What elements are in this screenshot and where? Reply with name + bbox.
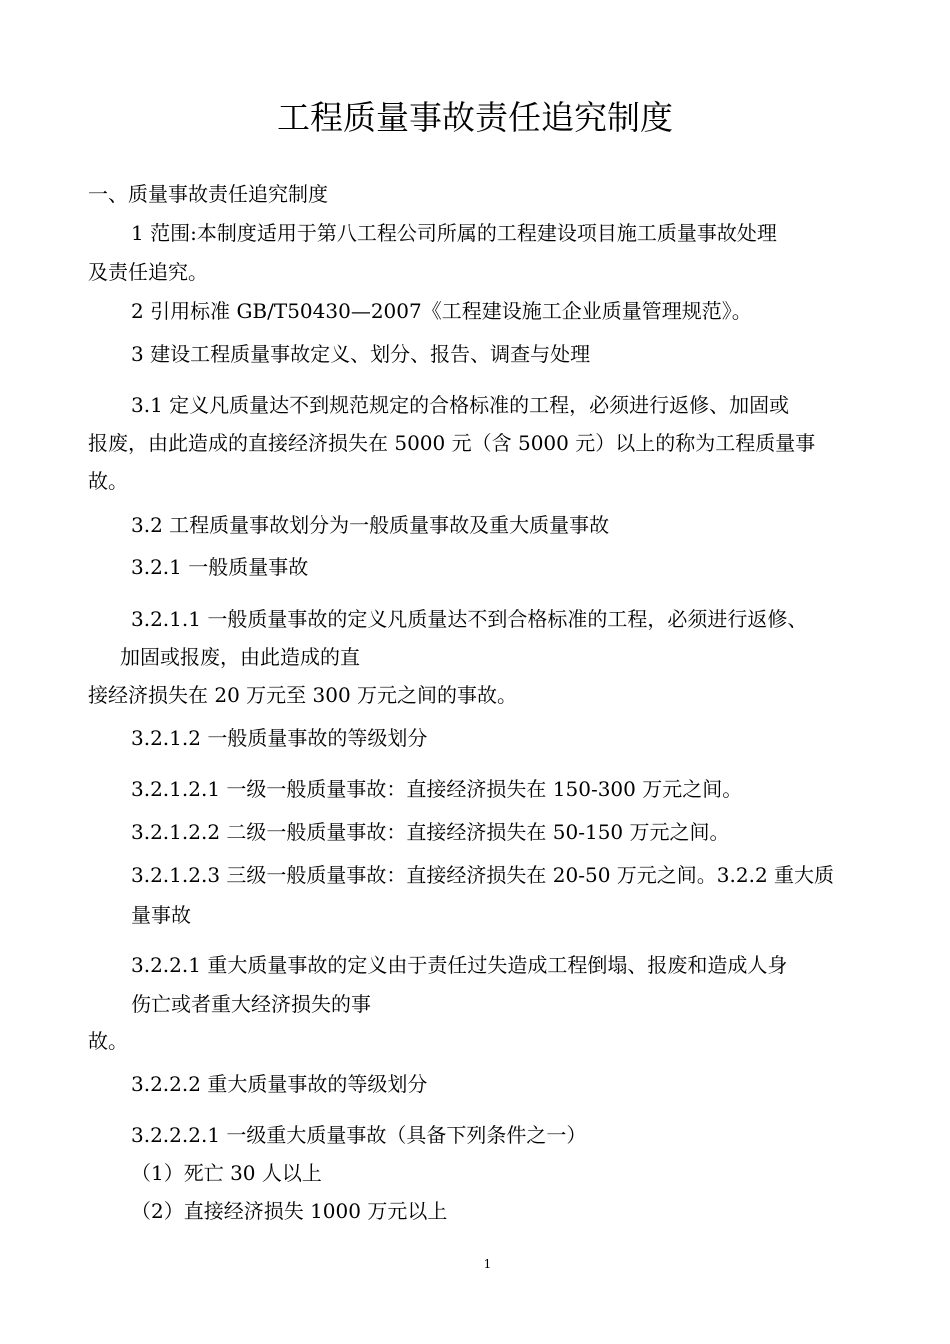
paragraph-line: 3.2.1.2 一般质量事故的等级划分 <box>131 726 428 750</box>
paragraph-line: 3.2.2.2.1 一级重大质量事故（具备下列条件之一） <box>131 1123 587 1147</box>
document-title: 工程质量事故责任追究制度 <box>277 98 673 137</box>
paragraph-line: 3.2.1.1 一般质量事故的定义凡质量达不到合格标准的工程，必须进行返修、 <box>131 607 808 631</box>
paragraph-line: 3.2.1.2.3 三级一般质量事故：直接经济损失在 20-50 万元之间。3.2.2 重大质 <box>131 863 835 887</box>
paragraph-line: 1 范围:本制度适用于第八工程公司所属的工程建设项目施工质量事故处理 <box>131 221 777 245</box>
page-number: 1 <box>483 1257 492 1271</box>
paragraph-line: 3.2.1.2.1 一级一般质量事故：直接经济损失在 150-300 万元之间。 <box>131 777 743 801</box>
paragraph-line: 3.2.2.1 重大质量事故的定义由于责任过失造成工程倒塌、报废和造成人身 <box>131 953 788 977</box>
paragraph-line: 故。 <box>88 1029 128 1053</box>
paragraph-line: 3.2 工程质量事故划分为一般质量事故及重大质量事故 <box>131 513 610 537</box>
paragraph-line: 报废，由此造成的直接经济损失在 5000 元（含 5000 元）以上的称为工程质量事 <box>88 431 816 455</box>
paragraph-line: 3.2.1 一般质量事故 <box>131 555 309 579</box>
paragraph-line: 加固或报废，由此造成的直 <box>120 645 360 669</box>
paragraph-line: 及责任追究。 <box>88 260 208 284</box>
paragraph-line: 3 建设工程质量事故定义、划分、报告、调查与处理 <box>131 342 591 366</box>
paragraph-line: 伤亡或者重大经济损失的事 <box>131 992 371 1016</box>
section-heading: 一、质量事故责任追究制度 <box>88 182 328 206</box>
paragraph-line: 量事故 <box>131 903 191 927</box>
list-item: （2）直接经济损失 1000 万元以上 <box>131 1199 448 1223</box>
list-item: （1）死亡 30 人以上 <box>131 1161 322 1185</box>
paragraph-line: 故。 <box>88 469 128 493</box>
paragraph-line: 接经济损失在 20 万元至 300 万元之间的事故。 <box>88 683 518 707</box>
paragraph-line: 3.1 定义凡质量达不到规范规定的合格标准的工程，必须进行返修、加固或 <box>131 393 790 417</box>
paragraph-line: 3.2.2.2 重大质量事故的等级划分 <box>131 1072 428 1096</box>
paragraph-line: 3.2.1.2.2 二级一般质量事故：直接经济损失在 50-150 万元之间。 <box>131 820 730 844</box>
paragraph-line: 2 引用标准 GB/T50430—2007《工程建设施工企业质量管理规范》。 <box>131 299 752 323</box>
